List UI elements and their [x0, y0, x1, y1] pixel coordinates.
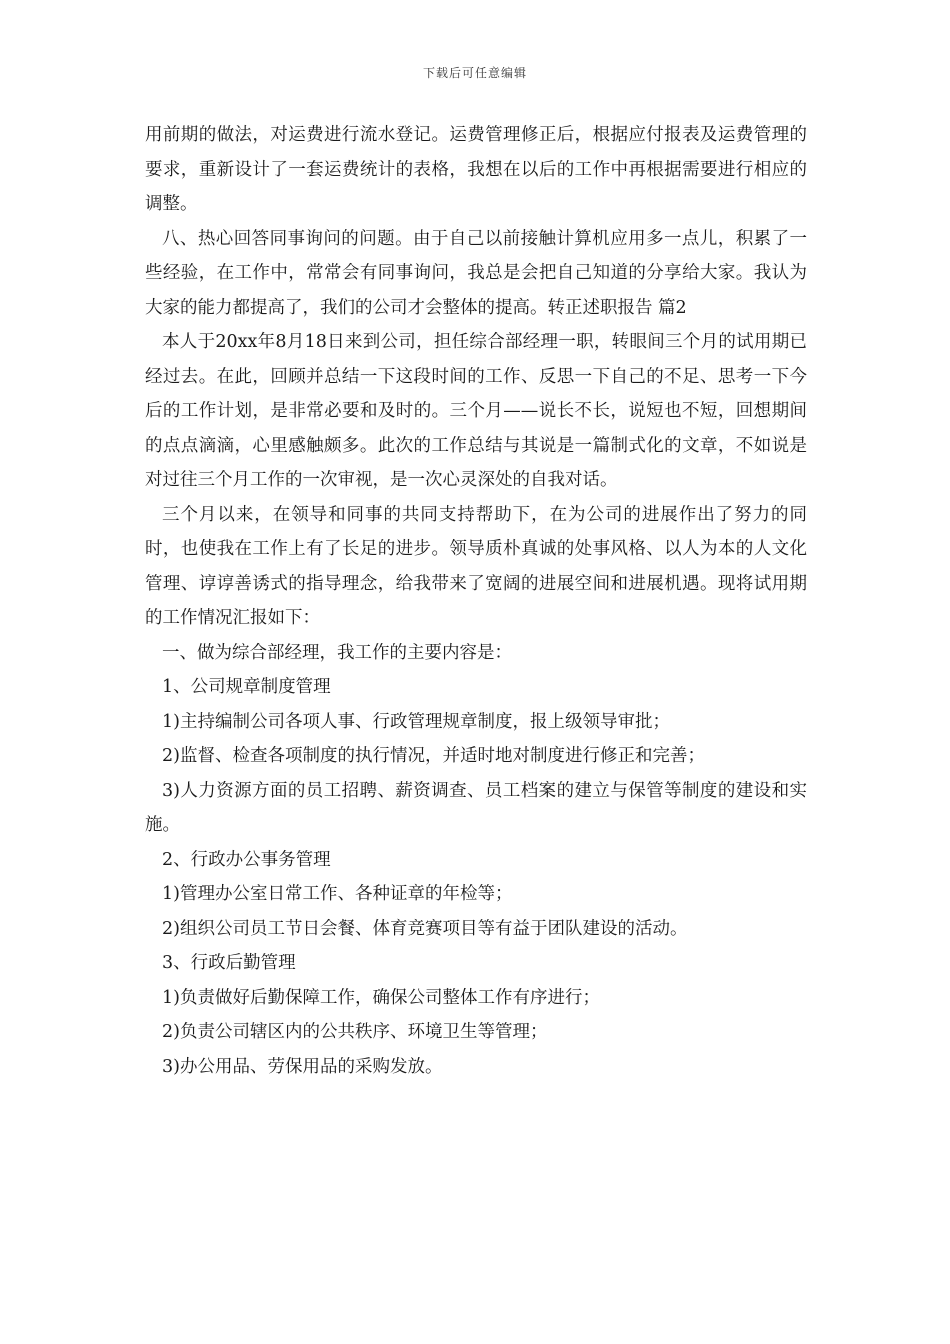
subheading-rules: 1、公司规章制度管理: [162, 677, 331, 697]
subheading-logistics: 3、行政后勤管理: [162, 953, 296, 973]
paragraph-4: 三个月以来，在领导和同事的共同支持帮助下，在为公司的进展作出了努力的同时，也使我在工作上有了长足的进步。领导质朴真诚的处事风格、以人为本的人文化管理、谆谆善诱式的指导理念，给我带来了宽阔的进展空间和进展机遇。现将试用期的工作情况汇报如下：: [145, 504, 807, 628]
subheading-admin-office: 2、行政办公事务管理: [162, 849, 331, 870]
paragraph-3: 本人于20xx年8月18日来到公司，担任综合部经理一职，转眼间三个月的试用期已经过去。在此，回顾并总结一下这段时间的工作、反思一下自己的不足、思考一下今后的工作计划，是非常必要和及时的。三个月——说长不长，说短也不短，回想期间的点点滴滴，心里感触颇多。此次的工作总结与其说是一篇制式化的文章，不如说是对过往三个月工作的一次审视，是一次心灵深处的自我对话。: [145, 332, 807, 490]
paragraph-1: 用前期的做法，对运费进行流水登记。运费管理修正后，根据应付报表及运费管理的要求，重新设计了一套运费统计的表格，我想在以后的工作中再根据需要进行相应的调整。: [145, 125, 807, 214]
paragraph-2: 八、热心回答同事询问的问题。由于自己以前接触计算机应用多一点儿，积累了一些经验，在工作中，常常会有同事询问，我总是会把自己知道的分享给大家。我认为大家的能力都提高了，我们的公司才会整体的提高。转正述职报告 篇2: [145, 228, 807, 318]
list-item: 3)办公用品、劳保用品的采购发放。: [162, 1056, 443, 1077]
list-item: 2)负责公司辖区内的公共秩序、环境卫生等管理；: [162, 1022, 548, 1042]
list-item: 1)负责做好后勤保障工作，确保公司整体工作有序进行；: [162, 987, 600, 1008]
page-header: 下载后可任意编辑: [422, 66, 527, 80]
list-item: 1)管理办公室日常工作、各种证章的年检等；: [162, 884, 513, 904]
list-item: 3)人力资源方面的员工招聘、薪资调查、员工档案的建立与保管等制度的建设和实施。: [145, 780, 807, 835]
list-item: 1)主持编制公司各项人事、行政管理规章制度，报上级领导审批；: [162, 711, 670, 732]
document-body: [145, 118, 807, 1084]
list-item: 2)组织公司员工节日会餐、体育竞赛项目等有益于团队建设的活动。: [162, 918, 688, 939]
list-item: 2)监督、检查各项制度的执行情况，并适时地对制度进行修正和完善；: [162, 746, 705, 766]
section-heading-1: 一、做为综合部经理，我工作的主要内容是：: [162, 642, 512, 663]
